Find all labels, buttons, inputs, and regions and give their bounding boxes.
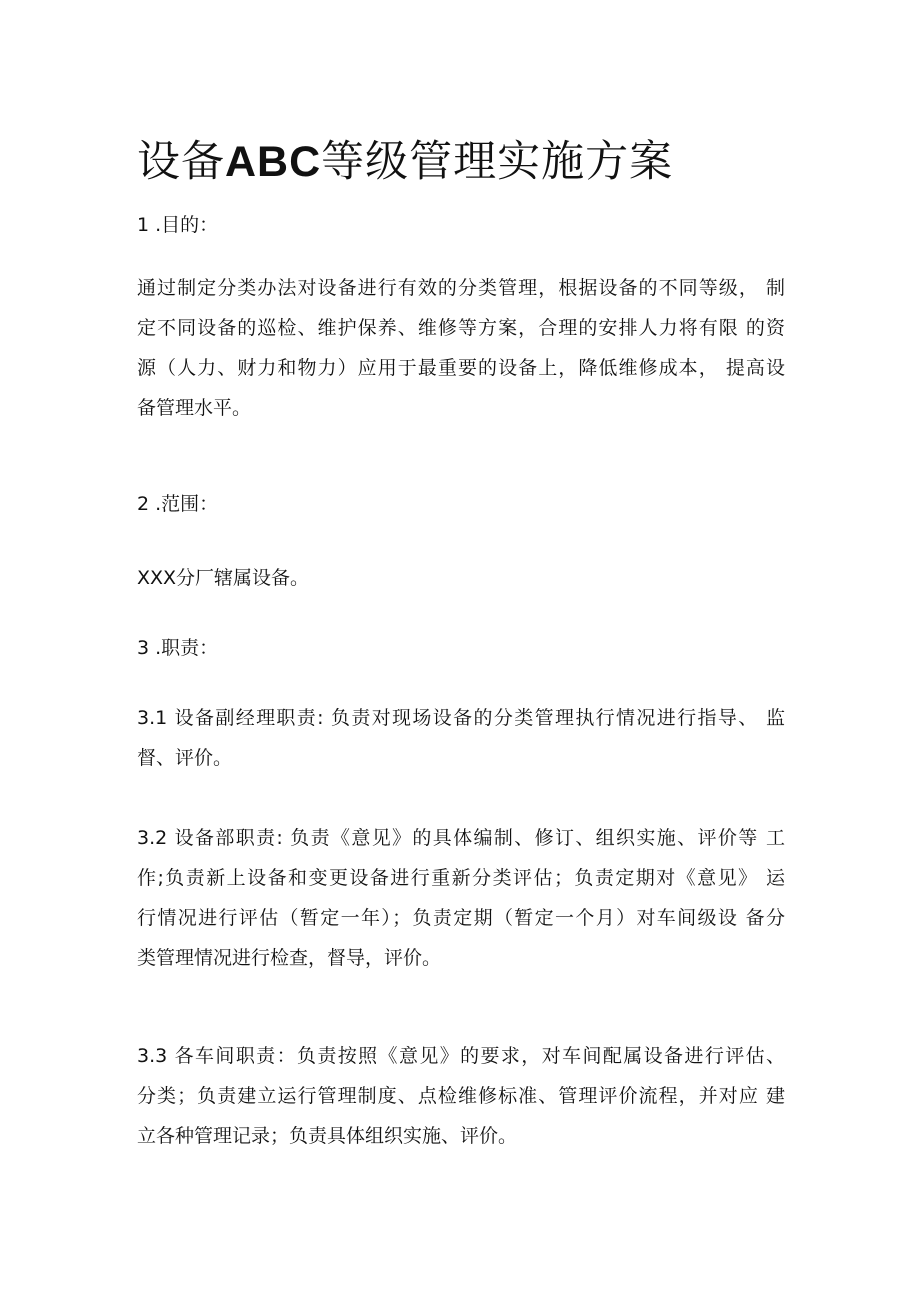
paragraph-line: 源（人力、财力和物力）应用于最重要的设备上，降低维修成本， 提高设 (137, 357, 785, 379)
paragraph-line: 立各种管理记录；负责具体组织实施、评价。 (137, 1125, 518, 1147)
section-heading-duty (137, 628, 785, 668)
paragraph-purpose (137, 268, 785, 428)
paragraph-line: 类管理情况进行检查，督导，评价。 (137, 947, 442, 969)
heading-text: 1 .目的： (137, 214, 219, 236)
paragraph-scope (137, 558, 785, 598)
section-heading-scope (137, 484, 785, 524)
heading-text: 3 .职责： (137, 637, 219, 659)
paragraph-duty-3-1 (137, 698, 785, 778)
title-latin: ABC (225, 138, 322, 186)
paragraph-line: 3.2 设备部职责: 负责《意见》的具体编制、修订、组织实施、评价等 工 (137, 827, 785, 849)
paragraph-line: 督、评价。 (137, 747, 233, 769)
paragraph-line: 备管理水平。 (137, 397, 252, 419)
paragraph-line: 3.1 设备副经理职责: 负责对现场设备的分类管理执行情况进行指导、 监 (137, 707, 785, 729)
paragraph-line: 行情况进行评估（暂定一年）；负责定期（暂定一个月）对车间级设 备分 (137, 907, 785, 929)
paragraph-line: 分类；负责建立运行管理制度、点检维修标准、管理评价流程，并对应 建 (137, 1085, 785, 1107)
heading-text: 2 .范围： (137, 493, 219, 515)
paragraph-line: 通过制定分类办法对设备进行有效的分类管理，根据设备的不同等级， 制 (137, 277, 785, 299)
paragraph-line: XXX分厂辖属设备。 (137, 567, 310, 589)
title-suffix: 等级管理实施方案 (321, 137, 674, 187)
paragraph-line: 定不同设备的巡检、维护保养、维修等方案，合理的安排人力将有限 的资 (137, 317, 785, 339)
paragraph-duty-3-2 (137, 818, 785, 978)
paragraph-line: 3.3 各车间职责：负责按照《意见》的要求，对车间配属设备进行评估、 (137, 1045, 785, 1067)
document-title (137, 132, 673, 192)
paragraph-duty-3-3 (137, 1036, 785, 1156)
section-heading-purpose (137, 205, 785, 245)
paragraph-line: 作;负责新上设备和变更设备进行重新分类评估；负责定期对《意见》 运 (137, 867, 785, 889)
title-prefix: 设备 (137, 137, 225, 187)
